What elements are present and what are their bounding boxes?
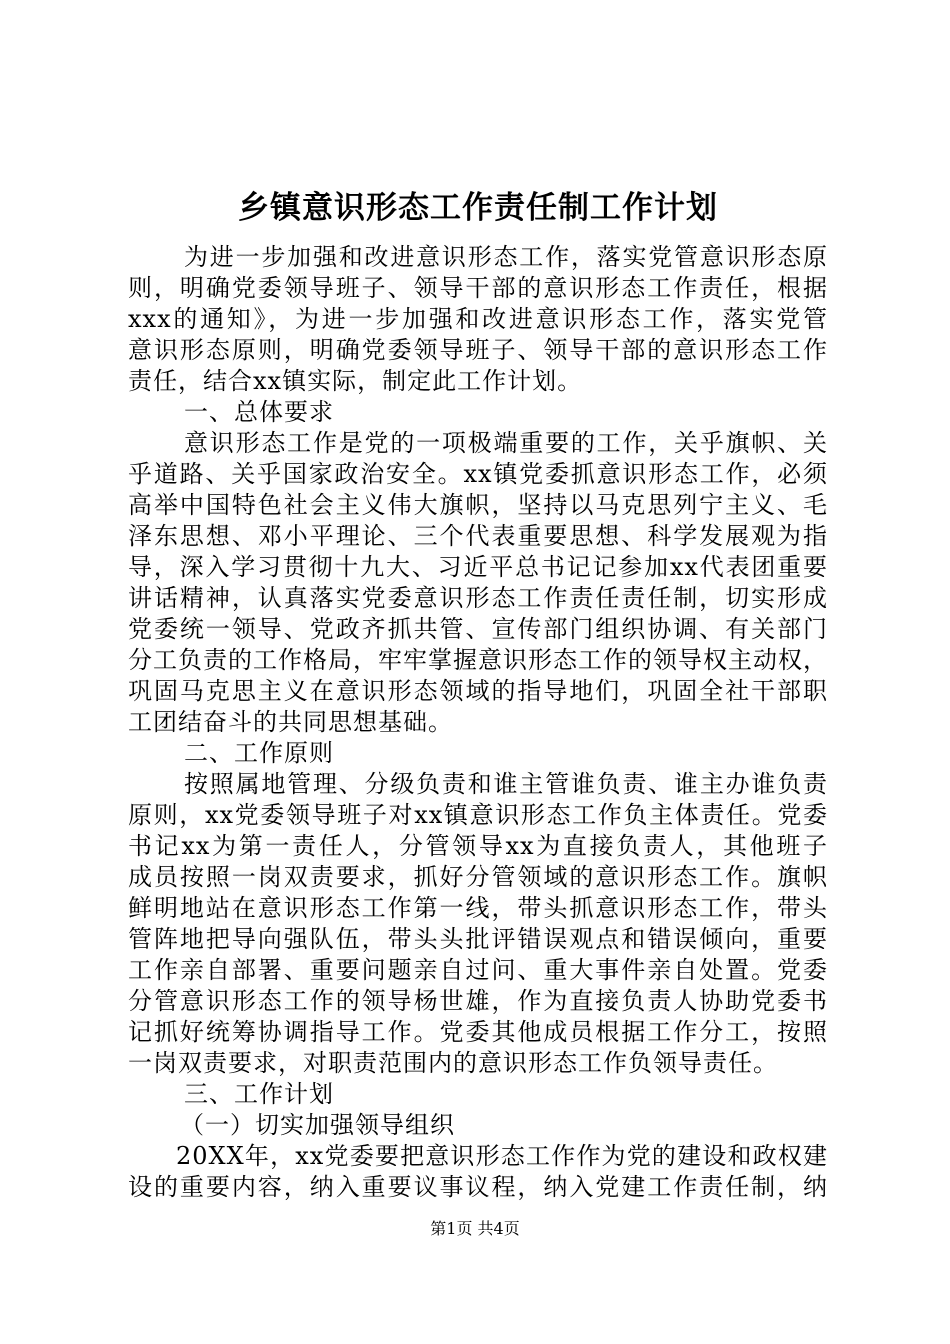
body-line: 高举中国特色社会主义伟大旗帜，坚持以马克思列宁主义、毛 [128, 491, 828, 519]
document-body [128, 242, 828, 1203]
body-line: 巩固马克思主义在意识形态领域的指导地们，巩固全社干部职 [128, 677, 828, 705]
body-line: 意识形态工作是党的一项极端重要的工作，关乎旗帜、关 [184, 429, 828, 457]
body-line: 设的重要内容，纳入重要议事议程，纳入党建工作责任制，纳 [128, 1173, 828, 1201]
body-line: 管阵地把导向强队伍，带头头批评错误观点和错误倾向，重要 [128, 925, 828, 953]
body-line: 则，明确党委领导班子、领导干部的意识形态工作责任，根据 [128, 274, 828, 302]
body-line: 书记xx为第一责任人，分管领导xx为直接负责人，其他班子 [128, 832, 828, 860]
body-line: 记抓好统筹协调指导工作。党委其他成员根据工作分工，按照 [128, 1018, 828, 1046]
body-line: 20XX年，xx党委要把意识形态工作作为党的建设和政权建 [176, 1142, 828, 1170]
section-heading: 二、工作原则 [184, 739, 334, 767]
body-line: 工作亲自部署、重要问题亲自过问、重大事件亲自处置。党委 [128, 956, 828, 984]
document-page [128, 178, 828, 1203]
body-line: 党委统一领导、党政齐抓共管、宣传部门组织协调、有关部门 [128, 615, 828, 643]
document-title: 乡镇意识形态工作责任制工作计划 [238, 190, 718, 226]
subsection-heading: （一）切实加强领导组织 [180, 1111, 455, 1139]
body-line: 泽东思想、邓小平理论、三个代表重要思想、科学发展观为指 [128, 522, 828, 550]
page-footer: 第1页 共4页 [430, 1219, 520, 1238]
section-heading: 三、工作计划 [184, 1080, 334, 1108]
body-line: 成员按照一岗双责要求，抓好分管领域的意识形态工作。旗帜 [128, 863, 828, 891]
body-line: 一岗双责要求，对职责范围内的意识形态工作负领导责任。 [128, 1049, 778, 1077]
body-line: 工团结奋斗的共同思想基础。 [128, 708, 453, 736]
body-line: 讲话精神，认真落实党委意识形态工作责任责任制，切实形成 [128, 584, 828, 612]
body-line: 责任，结合xx镇实际，制定此工作计划。 [128, 367, 583, 395]
body-line: 乎道路、关乎国家政治安全。xx镇党委抓意识形态工作，必须 [128, 460, 828, 488]
body-line: xxx的通知》，为进一步加强和改进意识形态工作，落实党管 [128, 305, 828, 333]
body-line: 导，深入学习贯彻十九大、习近平总书记记参加xx代表团重要 [128, 553, 828, 581]
body-line: 为进一步加强和改进意识形态工作，落实党管意识形态原 [184, 243, 828, 271]
body-line: 按照属地管理、分级负责和谁主管谁负责、谁主办谁负责 [184, 770, 828, 798]
body-line: 分管意识形态工作的领导杨世雄，作为直接负责人协助党委书 [128, 987, 828, 1015]
body-line: 鲜明地站在意识形态工作第一线，带头抓意识形态工作，带头 [128, 894, 828, 922]
section-heading: 一、总体要求 [184, 398, 334, 426]
body-line: 分工负责的工作格局，牢牢掌握意识形态工作的领导权主动权， [128, 646, 828, 674]
body-line: 意识形态原则，明确党委领导班子、领导干部的意识形态工作 [128, 336, 828, 364]
body-line: 原则，xx党委领导班子对xx镇意识形态工作负主体责任。党委 [128, 801, 828, 829]
